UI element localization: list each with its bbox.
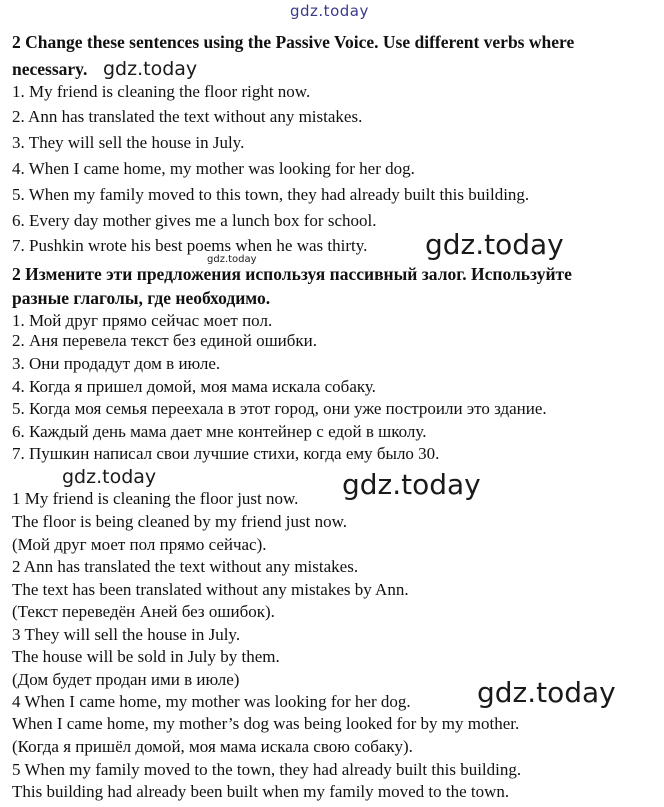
answer-line: (Дом будет продан ими в июле) (12, 670, 240, 689)
watermark-large: gdz.today (425, 228, 564, 261)
task-en-item: 7. Pushkin wrote his best poems when he was thirty. (12, 236, 368, 255)
watermark-top: gdz.today (290, 2, 369, 20)
task-en-item: 3. They will sell the house in July. (12, 133, 245, 152)
answer-line: 5 When my family moved to the town, they had already built this building. (12, 760, 522, 779)
task-en-item: 2. Ann has translated the text without any mistakes. (12, 107, 363, 126)
watermark-large: gdz.today (477, 676, 616, 709)
task-ru-item: 4. Когда я пришел домой, моя мама искала собаку. (12, 377, 376, 396)
answer-line: When I came home, my mother’s dog was being looked for by my mother. (12, 714, 520, 733)
answer-line: The house will be sold in July by them. (12, 647, 280, 666)
watermark-large: gdz.today (342, 468, 481, 501)
task-ru-item: 6. Каждый день мама дает мне контейнер с едой в школу. (12, 422, 427, 441)
answer-line: The text has been translated without any mistakes by Ann. (12, 580, 409, 599)
task-ru-item: 7. Пушкин написал свои лучшие стихи, когда ему было 30. (12, 444, 440, 463)
task-ru-heading-line-2: разные глаголы, где необходимо. (12, 288, 271, 308)
task-en-heading-line-2: necessary. (12, 59, 88, 79)
answer-line: 4 When I came home, my mother was looking for her dog. (12, 692, 411, 711)
watermark-tiny: gdz.today (207, 254, 257, 265)
answer-line: (Текст переведён Аней без ошибок). (12, 602, 275, 621)
watermark-small: gdz.today (62, 466, 157, 488)
answer-line: 1 My friend is cleaning the floor just now. (12, 489, 299, 508)
task-ru-item: 5. Когда моя семья переехала в этот город, они уже построили это здание. (12, 399, 547, 418)
task-ru-item: 3. Они продадут дом в июле. (12, 354, 221, 373)
task-ru-heading-line-1: 2 Измените эти предложения используя пассивный залог. Используйте (12, 264, 572, 284)
task-en-heading-line-1: 2 Change these sentences using the Passive Voice. Use different verbs where (12, 32, 575, 52)
answer-line: 2 Ann has translated the text without any mistakes. (12, 557, 359, 576)
task-en-item: 6. Every day mother gives me a lunch box for school. (12, 211, 377, 230)
watermark-small: gdz.today (103, 58, 198, 80)
task-ru-item: 1. Мой друг прямо сейчас моет пол. (12, 311, 273, 330)
task-ru-item: 2. Аня перевела текст без единой ошибки. (12, 331, 318, 350)
task-en-item: 4. When I came home, my mother was looking for her dog. (12, 159, 415, 178)
answer-line: This building had already been built when my family moved to the town. (12, 782, 510, 801)
answer-line: 3 They will sell the house in July. (12, 625, 241, 644)
answer-line: The floor is being cleaned by my friend just now. (12, 512, 348, 531)
answer-line: (Мой друг моет пол прямо сейчас). (12, 535, 267, 554)
task-en-item: 5. When my family moved to this town, they had already built this building. (12, 185, 530, 204)
answer-line: (Когда я пришёл домой, моя мама искала свою собаку). (12, 737, 413, 756)
task-en-item: 1. My friend is cleaning the floor right now. (12, 82, 311, 101)
